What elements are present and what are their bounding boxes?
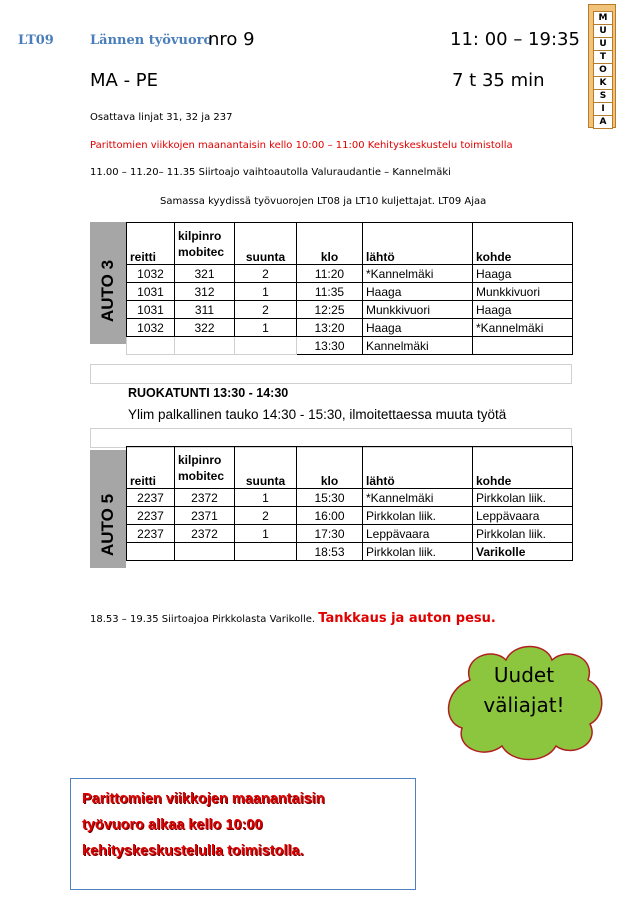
lines-note: Osattava linjat 31, 32 ja 237 bbox=[90, 112, 233, 123]
final-transfer-text: 18.53 – 19.35 Siirtoajoa Pirkkolasta Varikolle. bbox=[90, 614, 316, 625]
notice-line: työvuoro alkaa kello 10:00 bbox=[82, 817, 263, 833]
auto3-table bbox=[126, 222, 573, 355]
col-klo: klo bbox=[297, 223, 363, 265]
stamp-letter: U bbox=[593, 37, 613, 51]
col-kohde: kohde bbox=[473, 223, 573, 265]
table-row: 1032 321 2 11:20 *Kannelmäki Haaga bbox=[127, 265, 573, 283]
col-klo: klo bbox=[297, 447, 363, 489]
table-row: 1032 322 1 13:20 Haaga *Kannelmäki bbox=[127, 319, 573, 337]
vehicles-note: Samassa kyydissä työvuorojen LT08 ja LT10 kuljettajat. LT09 Ajaa bbox=[160, 196, 487, 207]
col-suunta: suunta bbox=[235, 447, 297, 489]
stamp-letter: M bbox=[593, 11, 613, 25]
shift-time: 11: 00 – 19:35 bbox=[450, 29, 580, 50]
notice-line: Parittomien viikkojen maanantaisin bbox=[82, 791, 325, 807]
shift-days: MA - PE bbox=[90, 70, 159, 91]
stamp-letter: O bbox=[593, 63, 613, 77]
col-lahto: lähtö bbox=[363, 223, 473, 265]
cloud-line: väliajat! bbox=[483, 693, 565, 717]
table-row: 13:30 Kannelmäki bbox=[127, 337, 573, 355]
col-suunta: suunta bbox=[235, 223, 297, 265]
auto5-table bbox=[126, 446, 573, 561]
table-row: 1031 312 1 11:35 Haaga Munkkivuori bbox=[127, 283, 573, 301]
stamp-letter: U bbox=[593, 24, 613, 38]
shift-duration: 7 t 35 min bbox=[452, 70, 545, 91]
fuel-note: Tankkaus ja auton pesu. bbox=[318, 611, 496, 626]
auto5-label bbox=[90, 450, 126, 568]
notice-line: kehityskeskustelulla toimistolla. bbox=[82, 843, 304, 859]
notice-text bbox=[82, 786, 325, 864]
blank-row bbox=[90, 428, 572, 448]
cloud-text bbox=[440, 660, 608, 720]
table-row: 2237 2371 2 16:00 Pirkkolan liik. Leppävaara bbox=[127, 507, 573, 525]
stamp-letter: T bbox=[593, 50, 613, 64]
col-kohde: kohde bbox=[473, 447, 573, 489]
table-row: 2237 2372 1 15:30 *Kannelmäki Pirkkolan liik. bbox=[127, 489, 573, 507]
blank-row bbox=[90, 364, 572, 384]
lunch-break: RUOKATUNTI 13:30 - 14:30 bbox=[128, 386, 289, 400]
col-reitti: reitti bbox=[127, 223, 175, 265]
auto3-label bbox=[90, 222, 126, 344]
table-row: 2237 2372 1 17:30 Leppävaara Pirkkolan liik. bbox=[127, 525, 573, 543]
final-transfer bbox=[90, 611, 496, 626]
table-row: 18:53 Pirkkolan liik. Varikolle bbox=[127, 543, 573, 561]
auto5-label-text: AUTO 5 bbox=[98, 493, 117, 556]
shift-code: LT09 bbox=[18, 33, 54, 48]
stamp-letter: K bbox=[593, 76, 613, 90]
table-row: 1031 311 2 12:25 Munkkivuori Haaga bbox=[127, 301, 573, 319]
changes-stamp bbox=[588, 4, 616, 128]
col-kilpinro: kilpinro mobitec bbox=[175, 223, 235, 265]
stamp-letter: I bbox=[593, 102, 613, 116]
auto3-label-text: AUTO 3 bbox=[98, 259, 117, 322]
paid-break: Ylim palkallinen tauko 14:30 - 15:30, ilmoitettaessa muuta työtä bbox=[128, 407, 507, 422]
col-reitti: reitti bbox=[127, 447, 175, 489]
cloud-line: Uudet bbox=[493, 663, 555, 687]
shift-name: Lännen työvuoro bbox=[90, 33, 213, 48]
shift-number: nro 9 bbox=[208, 29, 255, 50]
transfer-note: 11.00 – 11.20– 11.35 Siirtoajo vaihtoautolla Valuraudantie – Kannelmäki bbox=[90, 167, 451, 178]
stamp-letter: S bbox=[593, 89, 613, 103]
col-kilpinro: kilpinro mobitec bbox=[175, 447, 235, 489]
meeting-note: Parittomien viikkojen maanantaisin kello 10:00 – 11:00 Kehityskeskustelu toimistolla bbox=[90, 140, 513, 151]
stamp-letter: A bbox=[593, 115, 613, 129]
col-lahto: lähtö bbox=[363, 447, 473, 489]
